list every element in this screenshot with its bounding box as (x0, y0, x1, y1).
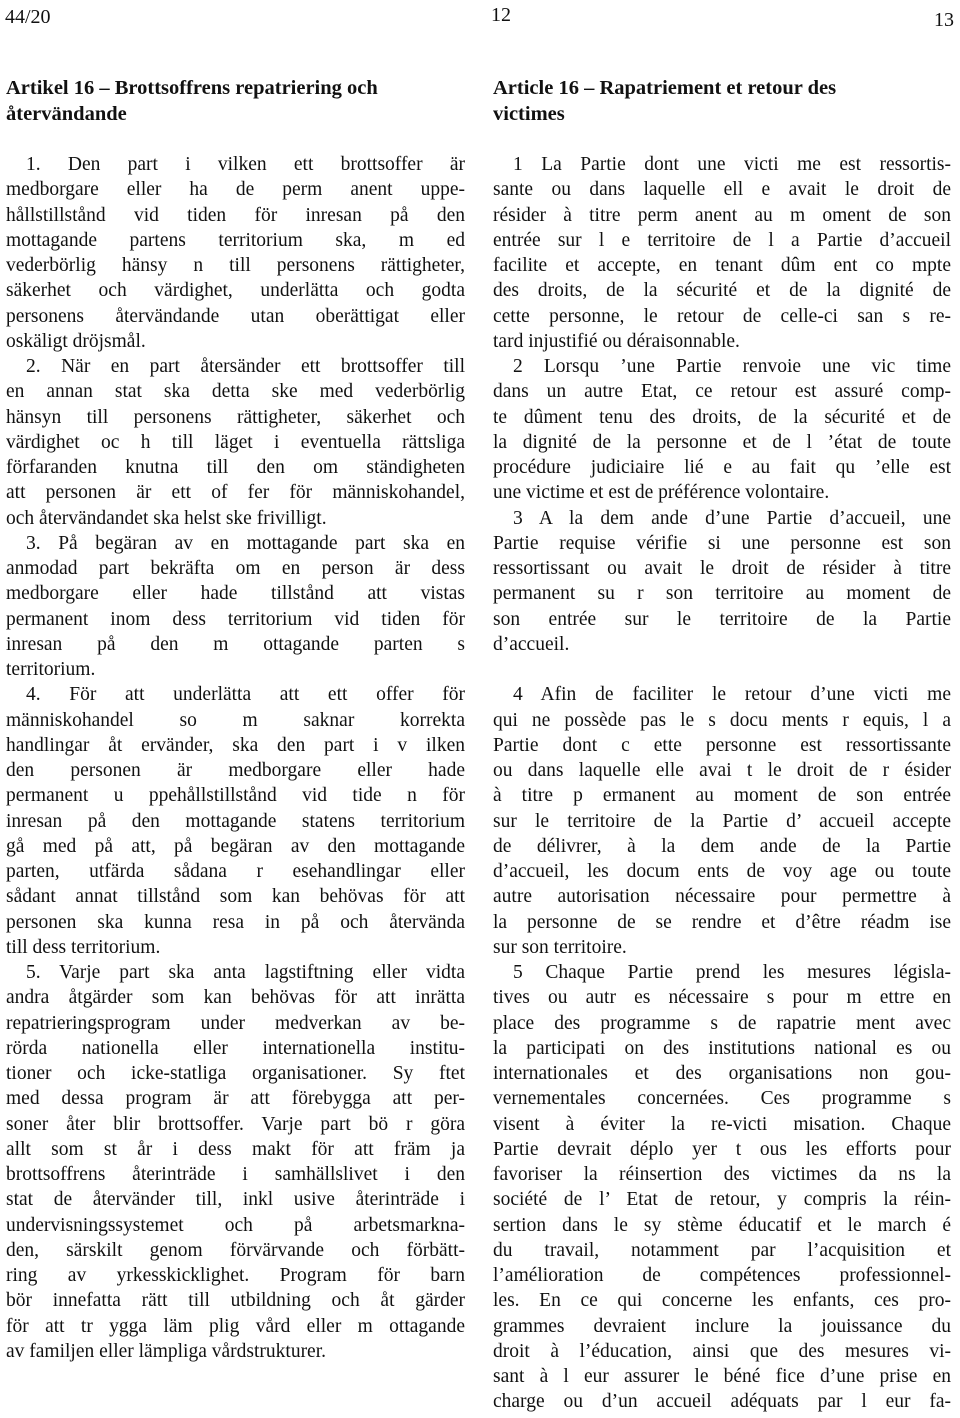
text-line: à titre p ermanent au moment de son entrée (493, 785, 951, 807)
article-title (6, 75, 465, 152)
text-line: bör innefatta rätt till utbildning och åt gärder (6, 1290, 465, 1312)
text-line: cette personne, le retour de celle-ci san s re- (493, 305, 951, 327)
document-reference: 44/20 (5, 6, 51, 28)
text-line: stat de återvänder till, inkl usive återinträde i (6, 1189, 465, 1211)
paragraph (493, 354, 951, 506)
text-line: till dess territorium. (6, 936, 161, 958)
text-line: rörda nationella eller internationella institu- (6, 1037, 465, 1059)
text-line: sante ou dans laquelle ell e avait le droit de (493, 179, 951, 201)
text-line: andra åtgärder som kan behövas för att inrätta (6, 987, 465, 1009)
text-line: medborgare eller hade tillstånd att vistas (6, 583, 465, 605)
text-line: charge ou d’un accueil adéquats par l eur fa- (493, 1391, 951, 1413)
text-line: mottagande partens territorium ska, m ed (6, 229, 465, 251)
paragraph (6, 531, 465, 683)
text-line: te dûment tenu des droits, de la sécurité et de (493, 406, 951, 428)
text-line: 5. Varje part ska anta lagstiftning eller vidta (26, 962, 465, 983)
paragraph (493, 506, 951, 658)
text-line: 3. På begäran av en mottagande part ska en (26, 532, 465, 554)
text-line: permanent su r son territoire au moment de (493, 583, 951, 605)
text-line: säkerhet och värdighet, underlätta och godta (6, 280, 465, 302)
text-line: résider à titre perm anent au m oment de son (493, 204, 951, 226)
text-line: dans un autre Etat, ce retour est assuré comp- (493, 381, 951, 403)
text-line: permanent u ppehållstillstånd vid tide n för (6, 785, 465, 807)
text-line: med dessa program är att förebygga att per- (6, 1088, 465, 1110)
article-body (6, 152, 465, 1364)
text-line: des droits, de la sécurité et de la dignité de (493, 280, 951, 302)
text-line: entrée sur l e territoire de l a Partie d’accueil (493, 229, 951, 251)
text-line: la personne de se rendre et d’être réadm ise (493, 911, 951, 933)
text-line: ou dans laquelle elle avai t le droit de r ésider (493, 760, 951, 781)
article-title-line: återvändande (6, 103, 127, 125)
text-line: människohandel so m saknar korrekta (6, 709, 465, 731)
text-line: personens återvändande utan oberättigat eller (6, 305, 465, 327)
text-line: värdighet oc h till läget i eventuella rättsliga (6, 431, 465, 453)
text-line: inresan på den mottagande statens territorium (6, 810, 465, 832)
text-line: för att tr ygga läm plig vård eller m ottagande (6, 1315, 465, 1337)
swedish-column (6, 75, 465, 1364)
text-line: qui ne possède pas le s docu ments r equis, l a (493, 709, 951, 731)
text-line: la dignité de la personne et de l ’état de toute (493, 431, 951, 453)
text-line: permanent inom dess territorium vid tiden för (6, 608, 465, 630)
text-line: vederbörlig hänsy n till personens rättigheter, (6, 255, 465, 276)
text-line: son entrée sur le territoire de la Partie (493, 608, 951, 630)
text-line: hållstillstånd vid tiden för inresan på den (6, 204, 465, 226)
article-title-line: victimes (493, 103, 565, 125)
text-line: brottsoffrens återinträde i samhällslivet i den (6, 1164, 465, 1185)
paragraph (6, 354, 465, 531)
text-line: oskäligt dröjsmål. (6, 330, 146, 352)
text-line: sertion dans le sy stème éducatif et le march é (493, 1214, 951, 1236)
text-line: sådant annat tillstånd som kan behövas för att (6, 886, 465, 908)
french-column (493, 75, 951, 1415)
text-line: facilite et accepte, en tenant dûm ent co mpte (493, 255, 951, 276)
text-line: procédure judiciaire lié e au fait qu ’elle est (493, 457, 951, 478)
paragraph (6, 152, 465, 354)
text-line: allt som st år i dess makt för att främ ja (6, 1138, 465, 1160)
text-line: 4 Afin de faciliter le retour d’une victi me (513, 684, 951, 706)
text-line: tard injustifié ou déraisonnable. (493, 330, 740, 352)
text-line: d’accueil. (493, 633, 570, 655)
article-title-line: Artikel 16 – Brottsoffrens repatriering och (6, 77, 378, 99)
paragraph (6, 960, 465, 1364)
text-line: anmodad part bekräfta om en person är dess (6, 558, 465, 579)
text-line: la participati on des institutions national es ou (493, 1037, 951, 1059)
text-line: 5 Chaque Partie prend les mesures législa- (513, 962, 951, 983)
article-body (493, 152, 951, 1415)
text-line: grammes devraient inclure la jouissance du (493, 1315, 951, 1337)
text-line: medborgare eller ha de perm anent uppe- (6, 179, 465, 201)
text-line: 4. För att underlätta att ett offer för (26, 684, 465, 706)
text-line: sur son territoire. (493, 936, 627, 958)
text-line: d’accueil, les docum ents de voy age ou toute (493, 861, 951, 882)
text-line: autre autorisation nécessaire pour permettre à (493, 886, 951, 908)
text-line: repatrieringsprogram under medverkan av be- (6, 1012, 465, 1034)
text-line: den personen är medborgare eller hade (6, 760, 465, 781)
text-line: Partie requise vérifie si une personne est son (493, 532, 951, 554)
text-line: tives ou autr es nécessaire s pour m ettre en (493, 987, 951, 1009)
text-line: les. En ce qui concerne les enfants, ces pro- (493, 1290, 951, 1312)
text-line: och återvändandet ska helst ske frivilligt. (6, 507, 327, 529)
text-line: gå med på att, på begäran av den mottagande (6, 835, 465, 857)
text-line: personen ska kunna resa in på och återvända (6, 911, 465, 933)
text-line: sur le territoire de la Partie d’ accueil accepte (493, 810, 951, 832)
text-line: société de l’ Etat de retour, y compris la réin- (493, 1189, 951, 1211)
text-line: 2. När en part återsänder ett brottsoffer till (26, 356, 465, 377)
text-line: sant à l eur assurer le béné fice d’une prise en (493, 1366, 951, 1387)
text-line: förfaranden knutna till den om ständigheten (6, 457, 465, 478)
text-line: de délivrer, à la dem ande de la Partie (493, 835, 951, 857)
page-number-left: 12 (491, 4, 511, 26)
text-line: du travail, notamment par l’acquisition et (493, 1239, 951, 1261)
text-line: inresan på den m ottagande parten s (6, 633, 465, 655)
text-line: att personen är ett of fer för människohandel, (6, 482, 465, 504)
text-line: place des programme s de rapatrie ment avec (493, 1012, 951, 1034)
text-line: soner åter blir brottsoffer. Varje part bö r göra (6, 1113, 465, 1135)
text-line: 1. Den part i vilken ett brottsoffer är (26, 154, 465, 175)
article-title-line: Article 16 – Rapatriement et retour des (493, 77, 837, 99)
text-line: tioner och icke-statliga organisationer. Sy ftet (6, 1063, 465, 1084)
text-line: visent à éviter la re-victi misation. Chaque (493, 1113, 951, 1135)
text-line: l’amélioration de compétences professionnel- (493, 1265, 951, 1286)
text-line: Partie devrait déplo yer t ous les efforts pour (493, 1138, 951, 1160)
text-line: territorium. (6, 659, 96, 680)
text-line: Partie dont c ette personne est ressortissante (493, 734, 951, 756)
text-line: vernementales concernées. Ces programme s (493, 1088, 951, 1110)
text-line: handlingar åt ervänder, ska den part i v ilken (6, 734, 465, 756)
paragraph (493, 152, 951, 354)
text-line: en annan stat ska detta ske med vederbörlig (6, 381, 465, 403)
text-line: undervisningssystemet och på arbetsmarkna- (6, 1214, 465, 1236)
text-line: av familjen eller lämpliga vårdstrukturer. (6, 1340, 327, 1362)
text-line: hänsyn till personens rättigheter, säkerhet och (6, 406, 465, 428)
paragraph (493, 682, 951, 960)
text-line: favoriser la réinsertion des victimes da ns la (493, 1164, 951, 1185)
text-line: ring av yrkesskicklighet. Program för barn (6, 1265, 465, 1286)
page-number-right: 13 (934, 9, 954, 31)
text-line: 2 Lorsqu ’une Partie renvoie une vic time (513, 356, 951, 377)
paragraph (6, 682, 465, 960)
text-line: ressortissant ou avait le droit de résider à titre (493, 558, 951, 579)
text-line: une victime et est de préférence volontaire. (493, 482, 830, 504)
paragraph (493, 960, 951, 1415)
text-line: droit à l’éducation, ainsi que des mesures vi- (493, 1340, 951, 1362)
text-line: 1 La Partie dont une victi me est ressortis- (513, 154, 951, 175)
text-line: parten, utfärda sådana r esehandlingar eller (6, 861, 465, 882)
article-title (493, 75, 951, 152)
text-line: den, särskilt genom förvärvande och förbätt- (6, 1239, 465, 1261)
text-line: internationales et des organisations non gou- (493, 1063, 951, 1084)
text-line: 3 A la dem ande d’une Partie d’accueil, une (513, 507, 951, 529)
